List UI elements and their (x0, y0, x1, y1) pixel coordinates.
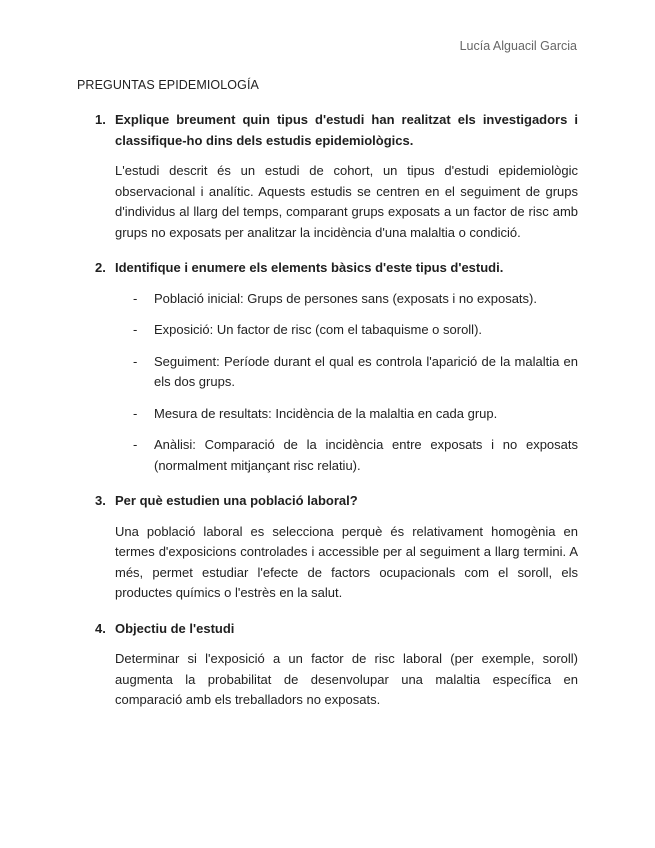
list-item (115, 404, 578, 425)
dash-bullet: - (133, 405, 138, 421)
list-item (115, 352, 578, 393)
list-item-text: Exposició: Un factor de risc (com el tabaquisme o soroll). (154, 322, 483, 337)
list-item-text: Població inicial: Grups de persones sans (exposats i no exposats). (154, 290, 537, 306)
question-number: 4. (95, 620, 106, 636)
question-answer: Determinar si l'exposició a un factor de risc laboral (per exemple, soroll) augmenta la probabilitat de desenvolupar una malaltia específica en comparació amb els treballadors no exposats. (115, 651, 578, 707)
question-3 (77, 491, 578, 604)
question-list (77, 110, 578, 726)
question-4 (77, 619, 578, 711)
question-number: 3. (95, 493, 106, 508)
dash-bullet: - (133, 290, 138, 306)
list-item-text: Mesura de resultats: Incidència de la malaltia en cada grup. (154, 405, 498, 421)
question-answer: Una població laboral es selecciona perquè és relativament homogènia en termes d'exposicions controlades i accessible per al seguiment a llarg termini. A més, permet estudiar l'efecte de factors ocupacionals com el soroll, els productes químics o l'estrès en la salut. (115, 523, 578, 600)
question-1 (77, 110, 578, 243)
question-number: 1. (95, 112, 106, 127)
dash-bullet: - (133, 353, 138, 369)
question-heading: Explique breument quin tipus d'estudi han realitzat els investigadors i classifique-ho dins dels estudis epidemiològics. (115, 112, 578, 148)
list-item (115, 320, 578, 341)
question-heading: Objectiu de l'estudi (115, 620, 235, 636)
document-title: PREGUNTAS EPIDEMIOLOGÍA (77, 78, 259, 92)
author-name: Lucía Alguacil Garcia (459, 39, 577, 53)
question-heading: Per què estudien una població laboral? (115, 493, 358, 508)
question-heading: Identifique i enumere els elements bàsics d'este tipus d'estudi. (115, 260, 504, 275)
list-item-text: Anàlisi: Comparació de la incidència entre exposats i no exposats (normalment mitjançant risc relatiu). (154, 437, 578, 473)
dash-bullet: - (133, 437, 138, 452)
question-number: 2. (95, 260, 106, 275)
list-item-text: Seguiment: Període durant el qual es controla l'aparició de la malaltia en els dos grups. (154, 353, 578, 389)
study-elements-list (115, 289, 578, 477)
list-item (115, 435, 578, 476)
question-2 (77, 258, 578, 476)
dash-bullet: - (133, 322, 138, 337)
list-item (115, 289, 578, 310)
question-answer: L'estudi descrit és un estudi de cohort, un tipus d'estudi epidemiològic observacional i analític. Aquests estudis se centren en el seguiment de grups d'individus al llarg del temps, comparant grups exposats a un factor de risc amb grups no exposats per analitzar la incidència d'una malaltia o condició. (115, 163, 578, 240)
